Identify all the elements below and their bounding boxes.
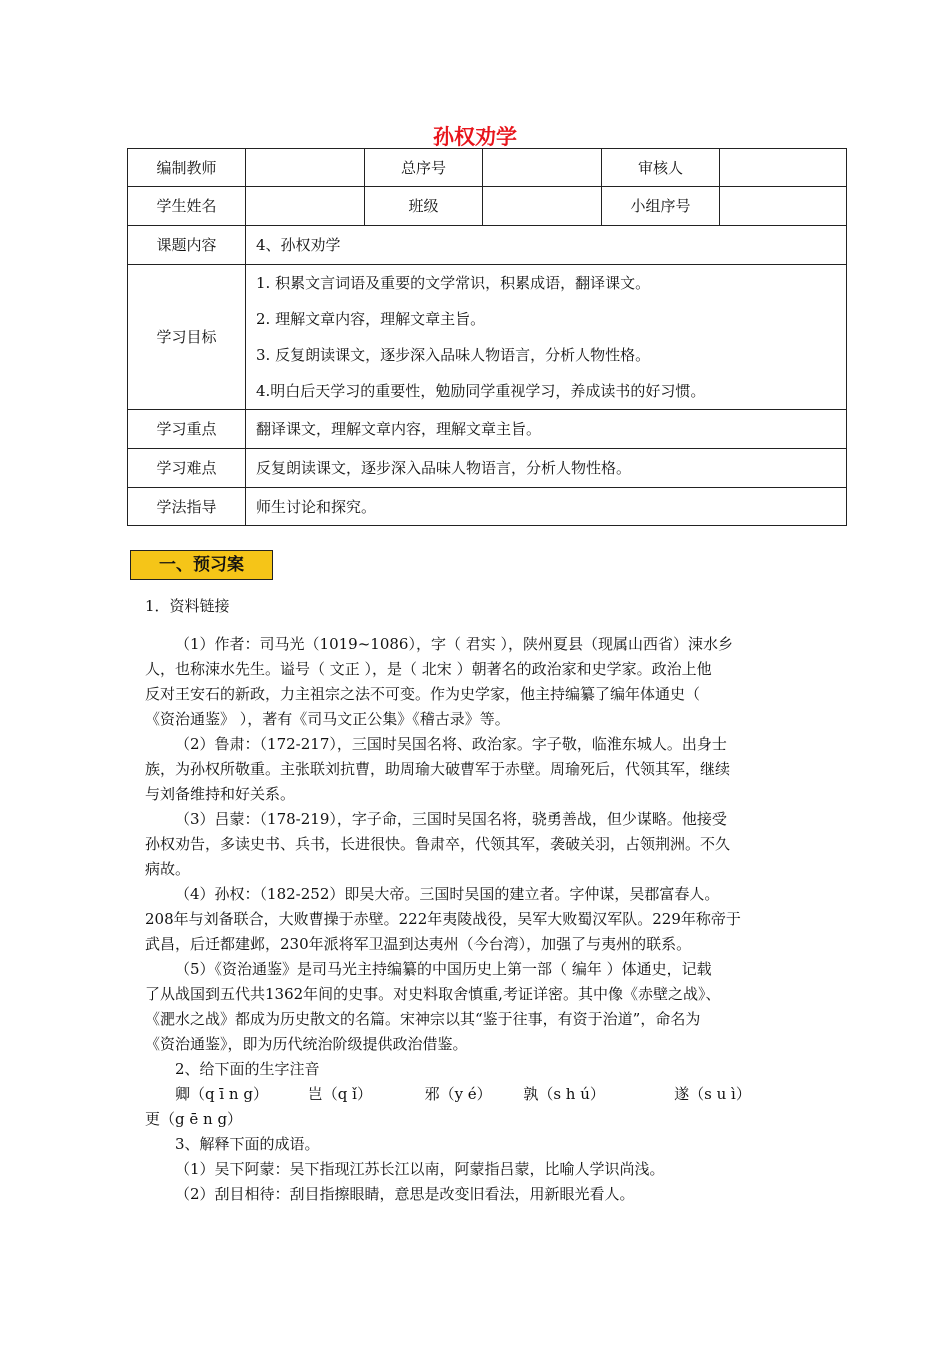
paragraph-line: 与刘备维持和好关系。: [145, 785, 296, 803]
paragraph-line: 208年与刘备联合，大败曹操于赤壁。222年夷陵战役，吴军大败蜀汉军队。229年称帝于: [145, 910, 741, 928]
pinyin-item: 遂（s u ì）: [674, 1085, 751, 1103]
goal-item: 4.明白后天学习的重要性，勉励同学重视学习，养成读书的好习惯。: [256, 381, 706, 400]
cell-label: 班级: [365, 187, 483, 226]
goals-label: 学习目标: [128, 265, 246, 410]
info-table: [127, 148, 847, 526]
hard-label: 学习难点: [128, 449, 246, 488]
paragraph-line: 人，也称涑水先生。谥号（ 文正 ），是（ 北宋 ）朝著名的政治家和史学家。政治上他: [145, 660, 712, 678]
page-title: 孙权劝学: [433, 125, 517, 149]
cell-label: 审核人: [602, 149, 720, 187]
cell-value: [720, 149, 847, 187]
goal-item: 3. 反复朗读课文，逐步深入品味人物语言，分析人物性格。: [256, 345, 651, 364]
goals-cell: [246, 265, 847, 410]
paragraph-line: 《资治通鉴》 ），著有《司马文正公集》《稽古录》等。: [145, 710, 510, 728]
topic-value: 4、孙权劝学: [246, 226, 847, 265]
cell-value: [246, 187, 365, 226]
method-value: 师生讨论和探究。: [246, 488, 847, 526]
paragraph-line: 病故。: [145, 860, 191, 878]
goal-item: 1. 积累文言词语及重要的文学常识，积累成语，翻译课文。: [256, 273, 651, 292]
paragraph-line: 孙权劝告，多读史书、兵书，长进很快。鲁肃卒，代领其军，袭破关羽，占领荆洲。不久: [145, 835, 731, 853]
content-heading: 2、给下面的生字注音: [175, 1060, 320, 1078]
table-row: [128, 488, 847, 526]
key-label: 学习重点: [128, 410, 246, 449]
content-body: [145, 594, 805, 1207]
paragraph-line: 《资治通鉴》，即为历代统治阶级提供政治借鉴。: [145, 1035, 468, 1053]
paragraph-line: （5）《资治通鉴》是司马光主持编纂的中国历史上第一部（ 编年 ）体通史，记载: [175, 960, 712, 978]
cell-value: [720, 187, 847, 226]
table-row: [128, 226, 847, 265]
paragraph-line: 武昌，后迁都建邺，230年派将军卫温到达夷州（今台湾），加强了与夷州的联系。: [145, 935, 692, 953]
cell-value: [483, 149, 602, 187]
hard-value: 反复朗读课文，逐步深入品味人物语言，分析人物性格。: [246, 449, 847, 488]
table-row: [128, 149, 847, 187]
cell-label: 学生姓名: [128, 187, 246, 226]
pinyin-item: 孰（s h ú）: [523, 1085, 605, 1103]
table-row: [128, 187, 847, 226]
paragraph-line: （3）吕蒙：（178-219），字子命，三国时吴国名将，骁勇善战，但少谋略。他接受: [175, 810, 727, 828]
method-label: 学法指导: [128, 488, 246, 526]
goal-item: 2. 理解文章内容，理解文章主旨。: [256, 309, 486, 328]
cell-label: 编制教师: [128, 149, 246, 187]
cell-value: [483, 187, 602, 226]
table-row: [128, 449, 847, 488]
paragraph-line: 了从战国到五代共1362年间的史事。对史料取舍慎重,考证详密。其中像《赤壁之战》、: [145, 985, 721, 1003]
pinyin-item: 邪（y é）: [424, 1085, 492, 1103]
cell-label: 总序号: [365, 149, 483, 187]
paragraph-line: 族，为孙权所敬重。主张联刘抗曹，助周瑜大破曹军于赤壁。周瑜死后，代领其军，继续: [145, 760, 731, 778]
cell-value: [246, 149, 365, 187]
table-row: [128, 265, 847, 410]
key-value: 翻译课文，理解文章内容，理解文章主旨。: [246, 410, 847, 449]
pinyin-item: 卿（q ī n g）: [175, 1085, 268, 1103]
idiom-line: （2）刮目相待：刮目指擦眼睛，意思是改变旧看法，用新眼光看人。: [175, 1185, 635, 1203]
topic-label: 课题内容: [128, 226, 246, 265]
idiom-line: （1）吴下阿蒙：吴下指现江苏长江以南，阿蒙指吕蒙，比喻人学识尚浅。: [175, 1160, 665, 1178]
paragraph-line: 《淝水之战》都成为历史散文的名篇。宋神宗以其“鉴于往事，有资于治道”，命名为: [145, 1010, 701, 1028]
cell-label: 小组序号: [602, 187, 720, 226]
section-heading: 一、预习案: [130, 550, 273, 580]
paragraph-line: 反对王安石的新政，力主祖宗之法不可变。作为史学家，他主持编纂了编年体通史（: [145, 685, 701, 703]
paragraph-line: （2）鲁肃：（172-217），三国时吴国名将、政治家。字子敬，临淮东城人。出身士: [175, 735, 727, 753]
pinyin-item: 岂（q ǐ）: [307, 1085, 372, 1103]
content-heading: 1．资料链接: [145, 597, 230, 615]
paragraph-line: （1）作者：司马光（1019~1086），字（ 君实 ），陕州夏县（现属山西省）涑水乡: [175, 635, 733, 653]
paragraph-line: （4）孙权：（182-252）即吴大帝。三国时吴国的建立者。字仲谋，吴郡富春人。: [175, 885, 720, 903]
table-row: [128, 410, 847, 449]
pinyin-row: [145, 1082, 805, 1107]
pinyin-row: 更（g ē n g）: [145, 1110, 243, 1128]
content-heading: 3、解释下面的成语。: [175, 1135, 320, 1153]
